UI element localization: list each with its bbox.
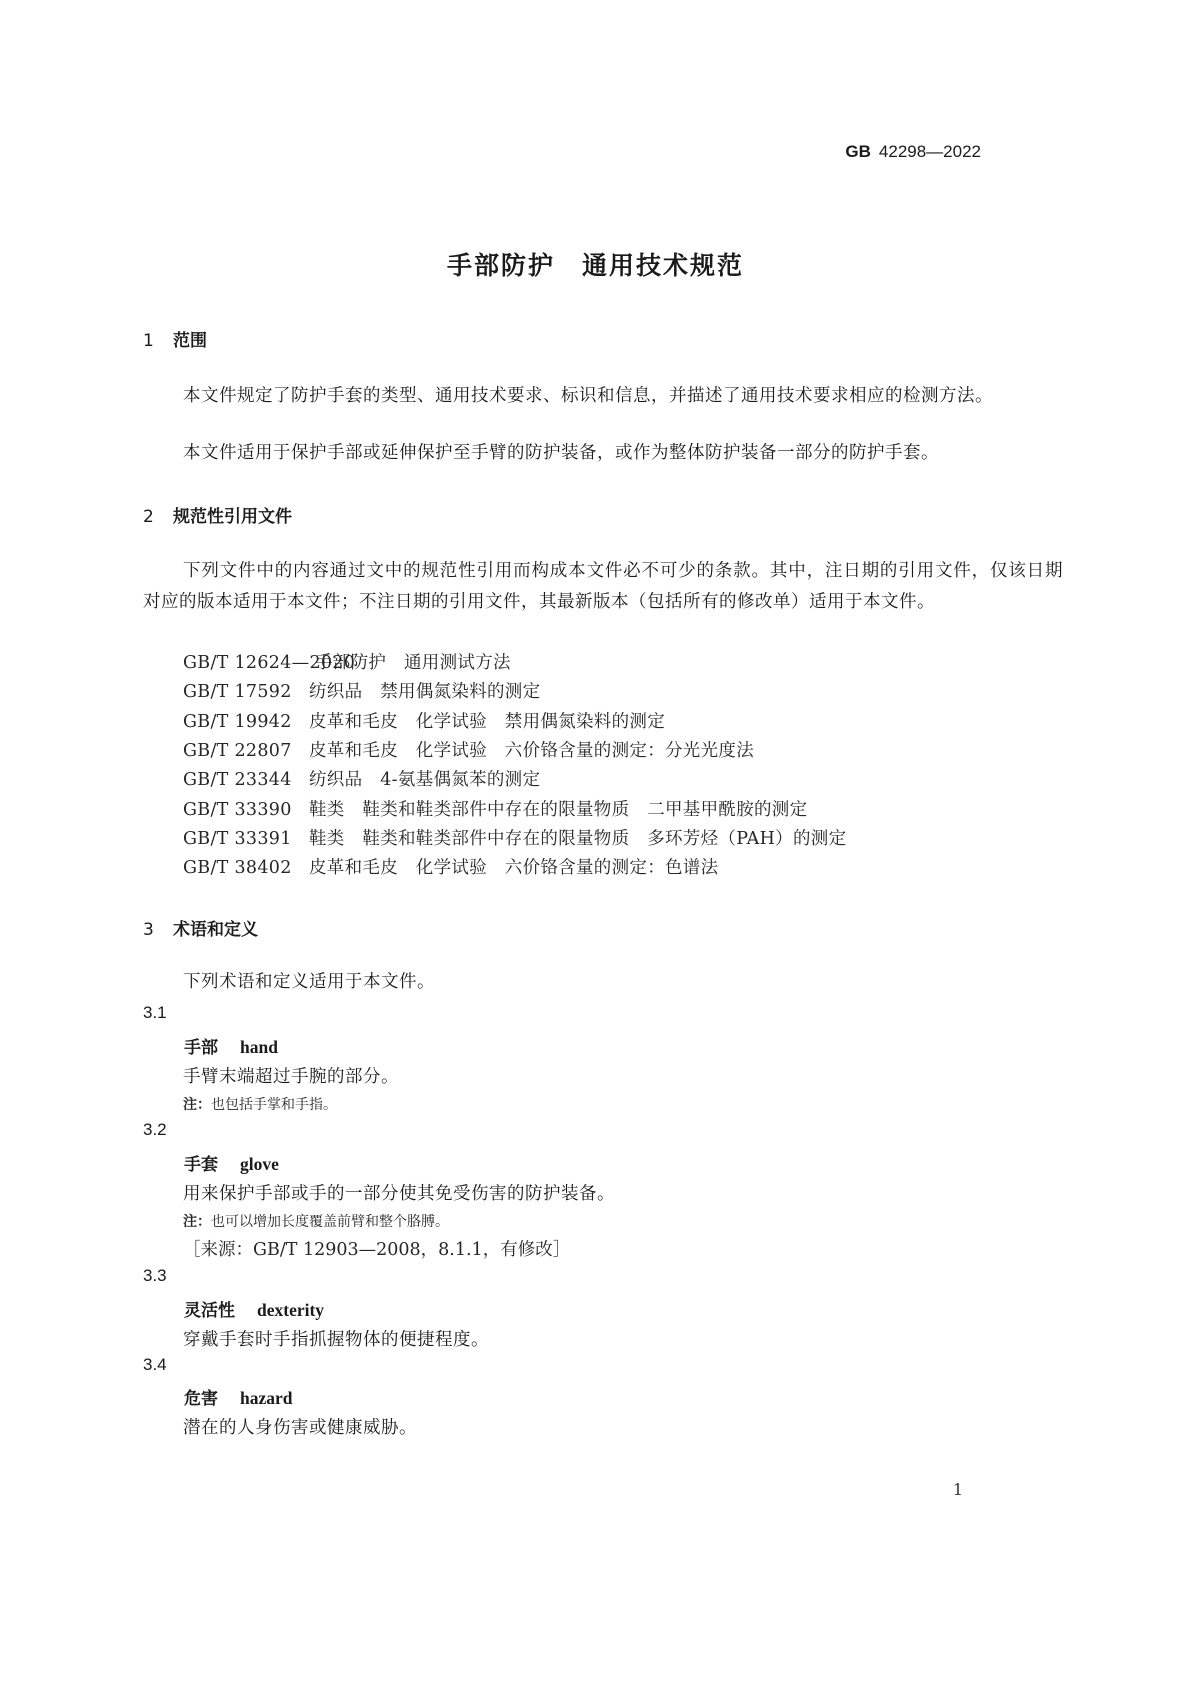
- page-number: 1: [952, 1480, 963, 1499]
- reference-code: GB/T 38402: [183, 858, 292, 878]
- term-name: [184, 1150, 279, 1175]
- term-name: [184, 1033, 278, 1058]
- reference-code: GB/T 17592: [183, 682, 292, 702]
- term-name-zh: 危害: [184, 1389, 218, 1409]
- section-title: 范围: [173, 331, 207, 351]
- reference-item: [183, 796, 807, 821]
- term-name-en: hazard: [240, 1388, 293, 1408]
- reference-code: GB/T 19942: [183, 712, 292, 732]
- reference-item: [183, 766, 540, 791]
- term-name: [184, 1296, 324, 1321]
- term-name-zh: 手部: [184, 1038, 218, 1058]
- document-title: 手部防护 通用技术规范: [446, 251, 744, 280]
- section-heading-scope: [143, 326, 207, 351]
- reference-title: 皮革和毛皮 化学试验 六价铬含量的测定：分光光度法: [309, 741, 754, 761]
- term-name-en: hand: [240, 1037, 278, 1057]
- term-number: 3.3: [143, 1266, 167, 1285]
- term-source: ［来源：GB/T 12903—2008，8.1.1，有修改］: [183, 1240, 571, 1260]
- term-note: [183, 1211, 449, 1231]
- reference-code: GB/T 12624—2020: [183, 653, 356, 673]
- reference-title: 鞋类 鞋类和鞋类部件中存在的限量物质 二甲基甲酰胺的测定: [309, 800, 808, 820]
- reference-title: 纺织品 禁用偶氮染料的测定: [309, 682, 541, 702]
- reference-item: [183, 737, 754, 762]
- note-text: 也包括手掌和手指。: [211, 1097, 337, 1113]
- term-number: 3.2: [143, 1120, 167, 1139]
- term-number: 3.4: [143, 1355, 167, 1374]
- reference-title: 皮革和毛皮 化学试验 六价铬含量的测定：色谱法: [309, 858, 719, 878]
- term-name-zh: 灵活性: [184, 1301, 235, 1321]
- section-number: 3: [143, 920, 154, 940]
- reference-code: GB/T 33390: [183, 800, 292, 820]
- section-number: 2: [143, 507, 154, 527]
- reference-item: [183, 649, 511, 674]
- term-name: [184, 1384, 293, 1409]
- reference-title: 皮革和毛皮 化学试验 禁用偶氮染料的测定: [309, 712, 665, 732]
- section-heading-terms-definitions: [143, 915, 258, 940]
- section-title: 规范性引用文件: [173, 507, 292, 527]
- terms-intro-paragraph: 下列术语和定义适用于本文件。: [183, 972, 435, 992]
- note-text: 也可以增加长度覆盖前臂和整个胳膊。: [211, 1214, 449, 1230]
- term-name-en: glove: [240, 1154, 279, 1174]
- reference-title: 手部防护 通用测试方法: [315, 653, 511, 673]
- scope-paragraph-1: 本文件规定了防护手套的类型、通用技术要求、标识和信息，并描述了通用技术要求相应的检测方法。: [183, 386, 993, 406]
- note-label: 注：: [183, 1214, 211, 1230]
- reference-item: [183, 678, 540, 703]
- standard-number: 42298—2022: [878, 142, 981, 161]
- reference-item: [183, 825, 846, 850]
- reference-code: GB/T 22807: [183, 741, 292, 761]
- section-heading-normative-references: [143, 502, 292, 527]
- section-title: 术语和定义: [173, 920, 258, 940]
- term-name-en: dexterity: [257, 1300, 325, 1320]
- reference-code: GB/T 23344: [183, 770, 292, 790]
- term-note: [183, 1094, 337, 1114]
- term-definition: 潜在的人身伤害或健康威胁。: [183, 1418, 417, 1438]
- note-label: 注：: [183, 1097, 211, 1113]
- reference-item: [183, 708, 665, 733]
- scope-paragraph-2: 本文件适用于保护手部或延伸保护至手臂的防护装备，或作为整体防护装备一部分的防护手套。: [183, 443, 939, 463]
- term-definition: 穿戴手套时手指抓握物体的便捷程度。: [183, 1330, 489, 1350]
- reference-item: [183, 854, 718, 879]
- reference-title: 鞋类 鞋类和鞋类部件中存在的限量物质 多环芳烃（PAH）的测定: [309, 829, 847, 849]
- section-number: 1: [143, 331, 154, 351]
- reference-title: 纺织品 4-氨基偶氮苯的测定: [309, 770, 541, 790]
- term-definition: 用来保护手部或手的一部分使其免受伤害的防护装备。: [183, 1184, 615, 1204]
- standard-prefix: GB: [845, 142, 871, 161]
- references-intro-paragraph: 下列文件中的内容通过文中的规范性引用而构成本文件必不可少的条款。其中，注日期的引用文件，仅该日期对应的版本适用于本文件；不注日期的引用文件，其最新版本（包括所有的修改单）适用于本文件。: [143, 561, 1063, 612]
- term-number: 3.1: [143, 1003, 167, 1022]
- reference-code: GB/T 33391: [183, 829, 292, 849]
- term-definition: 手臂末端超过手腕的部分。: [183, 1067, 399, 1087]
- term-name-zh: 手套: [184, 1155, 218, 1175]
- standard-code: [845, 142, 981, 162]
